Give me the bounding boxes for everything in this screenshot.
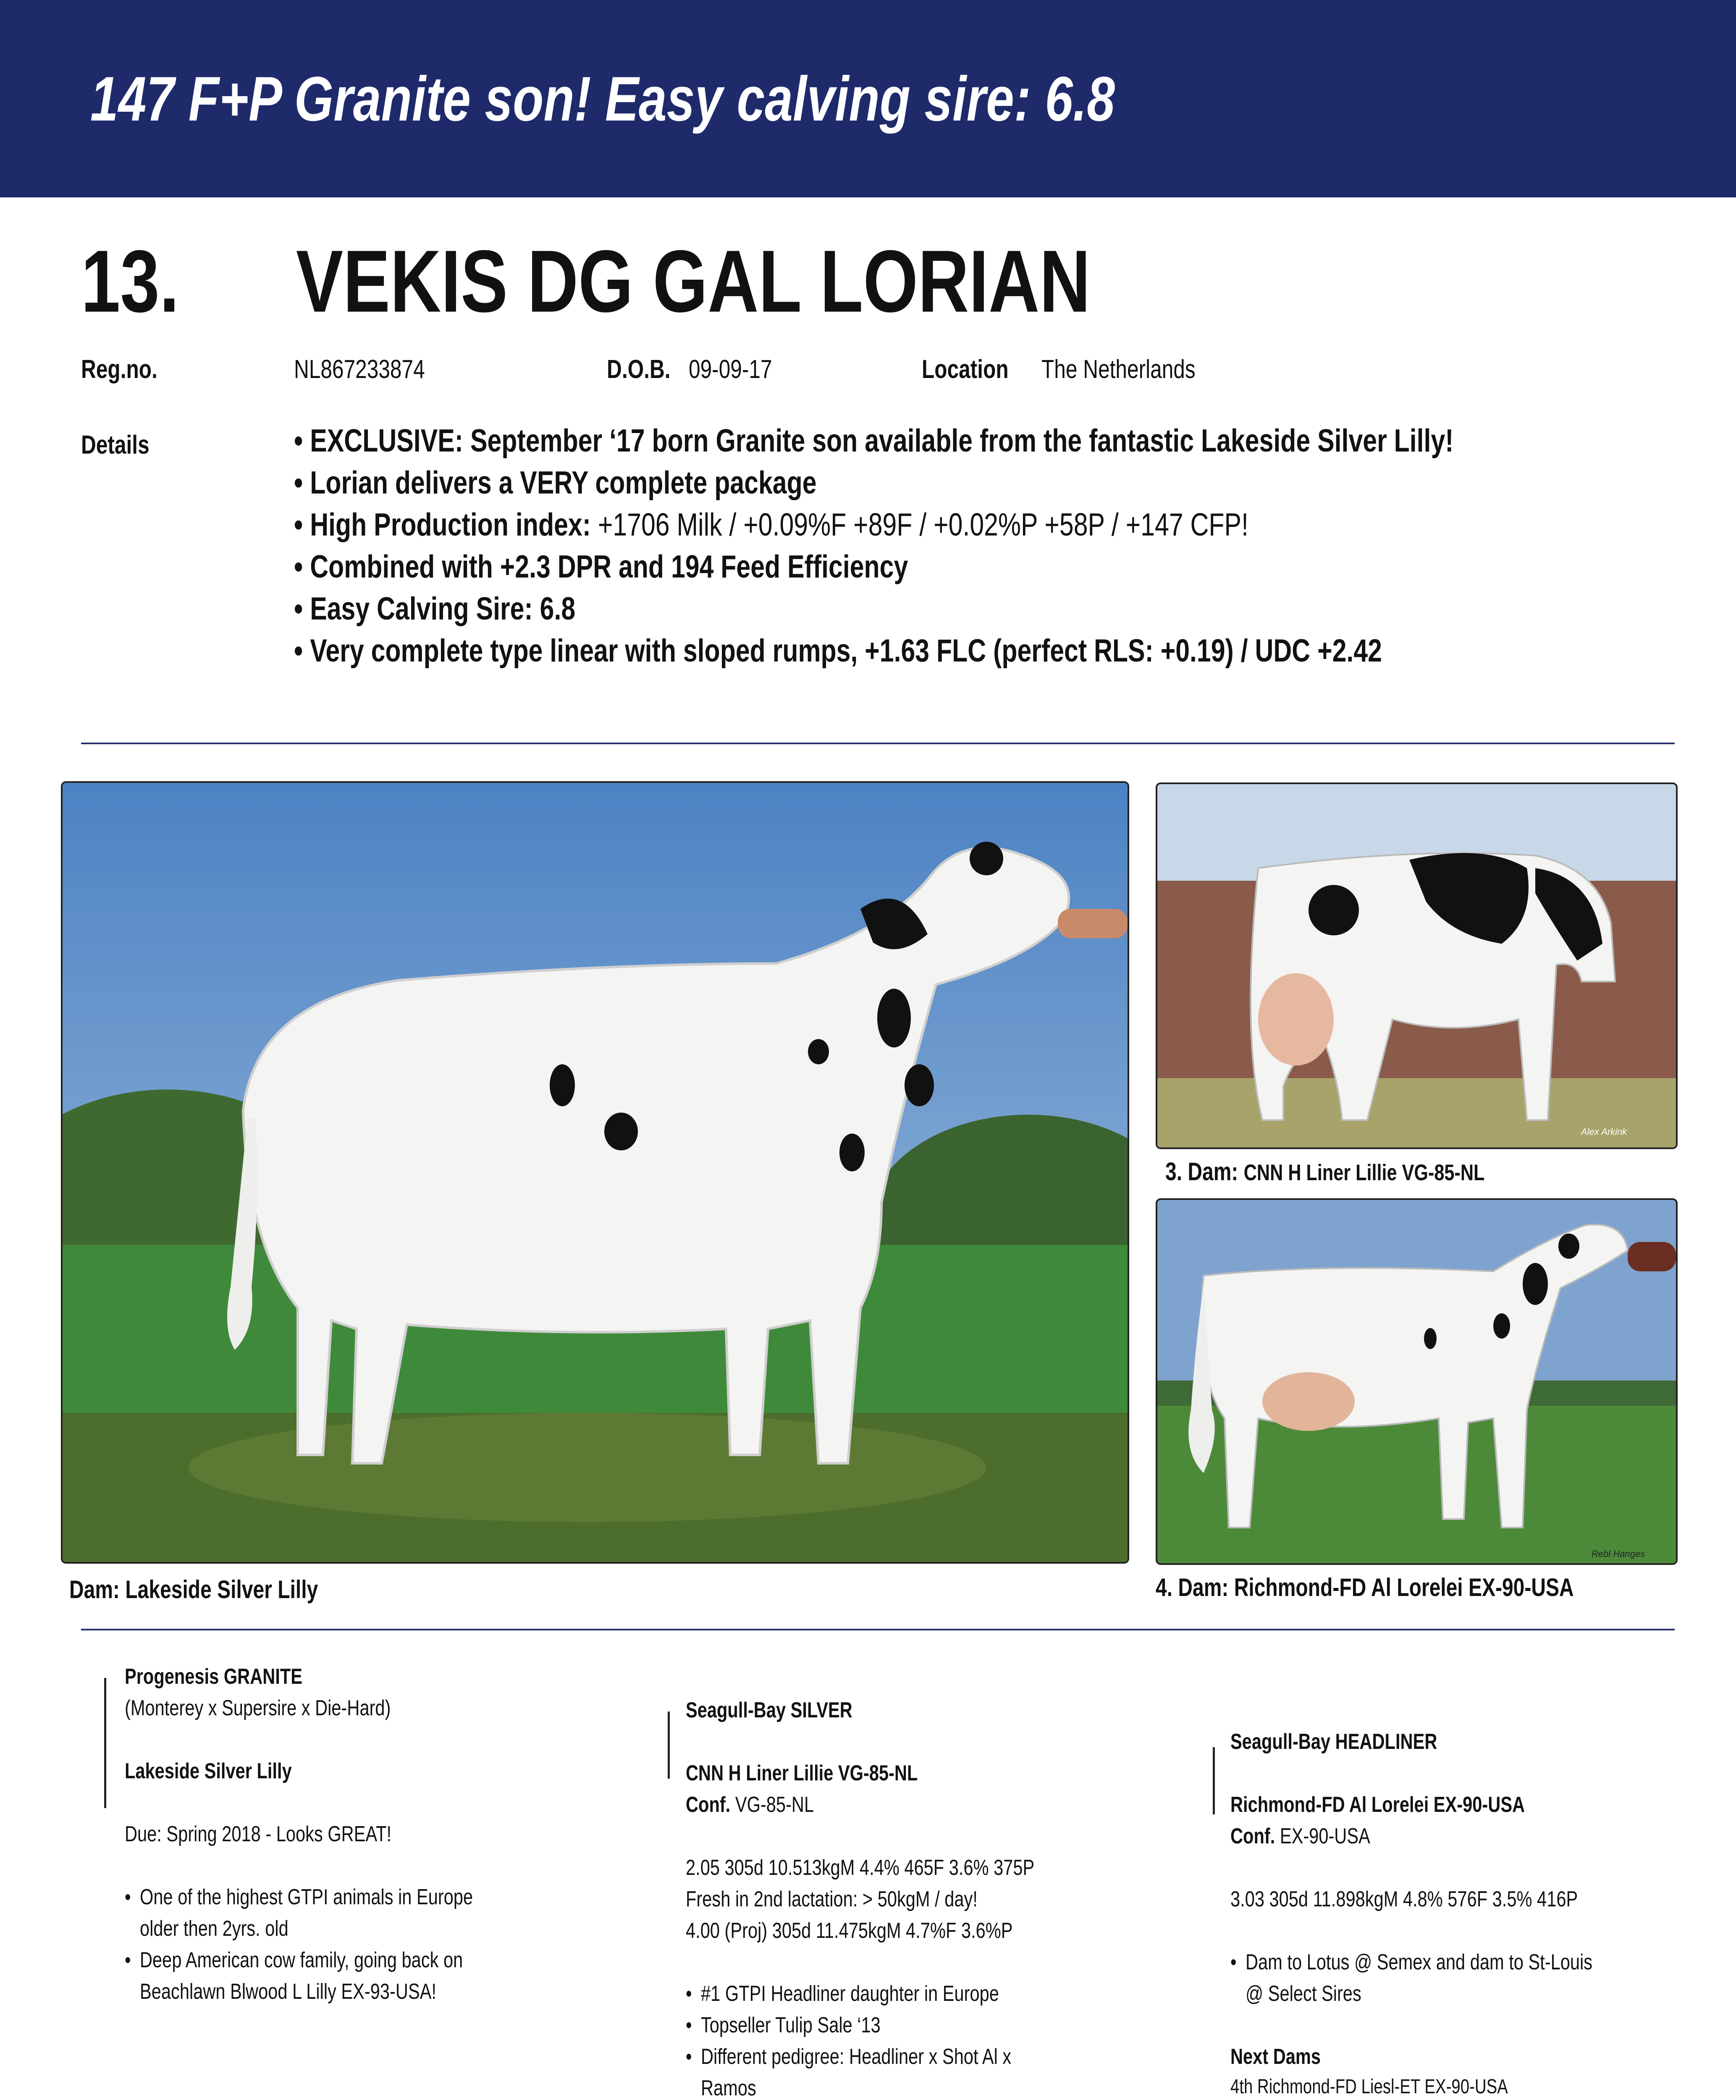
dam4-caption: 4. Dam: Richmond-FD Al Lorelei EX-90-USA <box>1156 1573 1574 1601</box>
details-item: • Easy Calving Sire: 6.8 <box>294 591 576 627</box>
col1-bullets <box>125 1882 473 2008</box>
headline: 147 F+P Granite son! Easy calving sire: 6.8 <box>90 63 1115 134</box>
next-dams-title: Next Dams <box>1230 2045 1321 2069</box>
bullet-item: • Dam to Lotus @ Semex and dam to St-Louis @ Select Sires <box>1230 1947 1635 2010</box>
lactation-record: 2.05 305d 10.513kgM 4.4% 465F 3.6% 375P <box>686 1856 1035 1880</box>
dam4-photo <box>1156 1198 1678 1565</box>
dam3-caption: 3. Dam: CNN H Liner Lillie VG-85-NL <box>1165 1158 1485 1186</box>
details-item: • Very complete type linear with sloped rumps, +1.63 FLC (perfect RLS: +0.19) / UDC +2.42 <box>294 633 1382 669</box>
dam4-credit: Rebl Hanges <box>1592 1549 1645 1559</box>
col3-sire-name: Seagull-Bay HEADLINER <box>1230 1730 1437 1754</box>
col3-record: 3.03 305d 11.898kgM 4.8% 576F 3.5% 416P <box>1230 1887 1578 1911</box>
col2-bullets <box>686 1978 1034 2100</box>
regno-value: NL867233874 <box>294 355 425 384</box>
dam3-photo <box>1156 782 1678 1149</box>
lactation-record: 4.00 (Proj) 305d 11.475kgM 4.7%F 3.6%P <box>686 1919 1013 1943</box>
dob-label: D.O.B. <box>607 355 671 384</box>
col1-sire-name: Progenesis GRANITE <box>125 1664 303 1689</box>
col1-bracket <box>104 1678 106 1808</box>
details-label: Details <box>81 430 149 459</box>
details-list <box>294 420 1680 672</box>
col1-due: Due: Spring 2018 - Looks GREAT! <box>125 1822 392 1846</box>
col2-dam-name: CNN H Liner Lillie VG-85-NL <box>686 1761 918 1785</box>
pedigree-col1 <box>125 1661 560 2008</box>
col3-bullets <box>1230 1947 1635 2010</box>
col2-sire-name: Seagull-Bay SILVER <box>686 1698 852 1722</box>
bull-name: VEKIS DG GAL LORIAN <box>296 232 1091 331</box>
regno-label: Reg.no. <box>81 355 157 384</box>
dob-value: 09-09-17 <box>689 355 772 384</box>
cow-illustration-4 <box>1157 1200 1676 1563</box>
bullet-item: • #1 GTPI Headliner daughter in Europe <box>686 1978 1034 2010</box>
col3-conf: Conf. EX-90-USA <box>1230 1824 1370 1848</box>
cow-illustration <box>63 783 1128 1562</box>
details-item: • EXCLUSIVE: September ‘17 born Granite son available from the fantastic Lakeside Silver Lilly! <box>294 423 1454 459</box>
location-label: Location <box>922 355 1009 384</box>
col3-dam-name: Richmond-FD Al Lorelei EX-90-USA <box>1230 1793 1525 1817</box>
lot-number: 13. <box>81 232 179 331</box>
bullet-item: • One of the highest GTPI animals in Europe older then 2yrs. old <box>125 1882 473 1945</box>
col2-records <box>686 1852 1034 1947</box>
details-item: • High Production index: +1706 Milk / +0.09%F +89F / +0.02%P +58P / +147 CFP! <box>294 507 1248 543</box>
col2-conf: Conf. VG-85-NL <box>686 1793 814 1817</box>
dam-caption: Dam: Lakeside Silver Lilly <box>69 1575 318 1604</box>
next-dams-list <box>1230 2073 1635 2100</box>
cow-illustration-3 <box>1157 784 1676 1147</box>
details-item: • Lorian delivers a VERY complete package <box>294 465 817 501</box>
col1-dam-name: Lakeside Silver Lilly <box>125 1759 292 1783</box>
col1-sire-pedigree: (Monterey x Supersire x Die-Hard) <box>125 1696 391 1720</box>
dam3-credit: Alex Arkink <box>1581 1126 1627 1137</box>
divider-bottom <box>81 1629 1675 1630</box>
bullet-item: • Different pedigree: Headliner x Shot Al x Ramos <box>686 2041 1034 2100</box>
col3-bracket <box>1213 1747 1215 1814</box>
bullet-item: • Deep American cow family, going back on Beachlawn Blwood L Lilly EX-93-USA! <box>125 1945 473 2008</box>
pedigree-col3 <box>1230 1726 1736 2100</box>
col2-bracket <box>668 1712 670 1779</box>
location-value: The Netherlands <box>1041 355 1196 384</box>
bullet-item: • Topseller Tulip Sale ‘13 <box>686 2010 1034 2041</box>
next-dam-item: 4th Richmond-FD Liesl-ET EX-90-USA <box>1230 2076 1508 2098</box>
details-item: • Combined with +2.3 DPR and 194 Feed Efficiency <box>294 549 908 585</box>
lactation-record: Fresh in 2nd lactation: > 50kgM / day! <box>686 1887 978 1911</box>
divider-top <box>81 743 1675 744</box>
dam-photo <box>61 781 1129 1564</box>
pedigree-col2 <box>686 1695 1122 2100</box>
